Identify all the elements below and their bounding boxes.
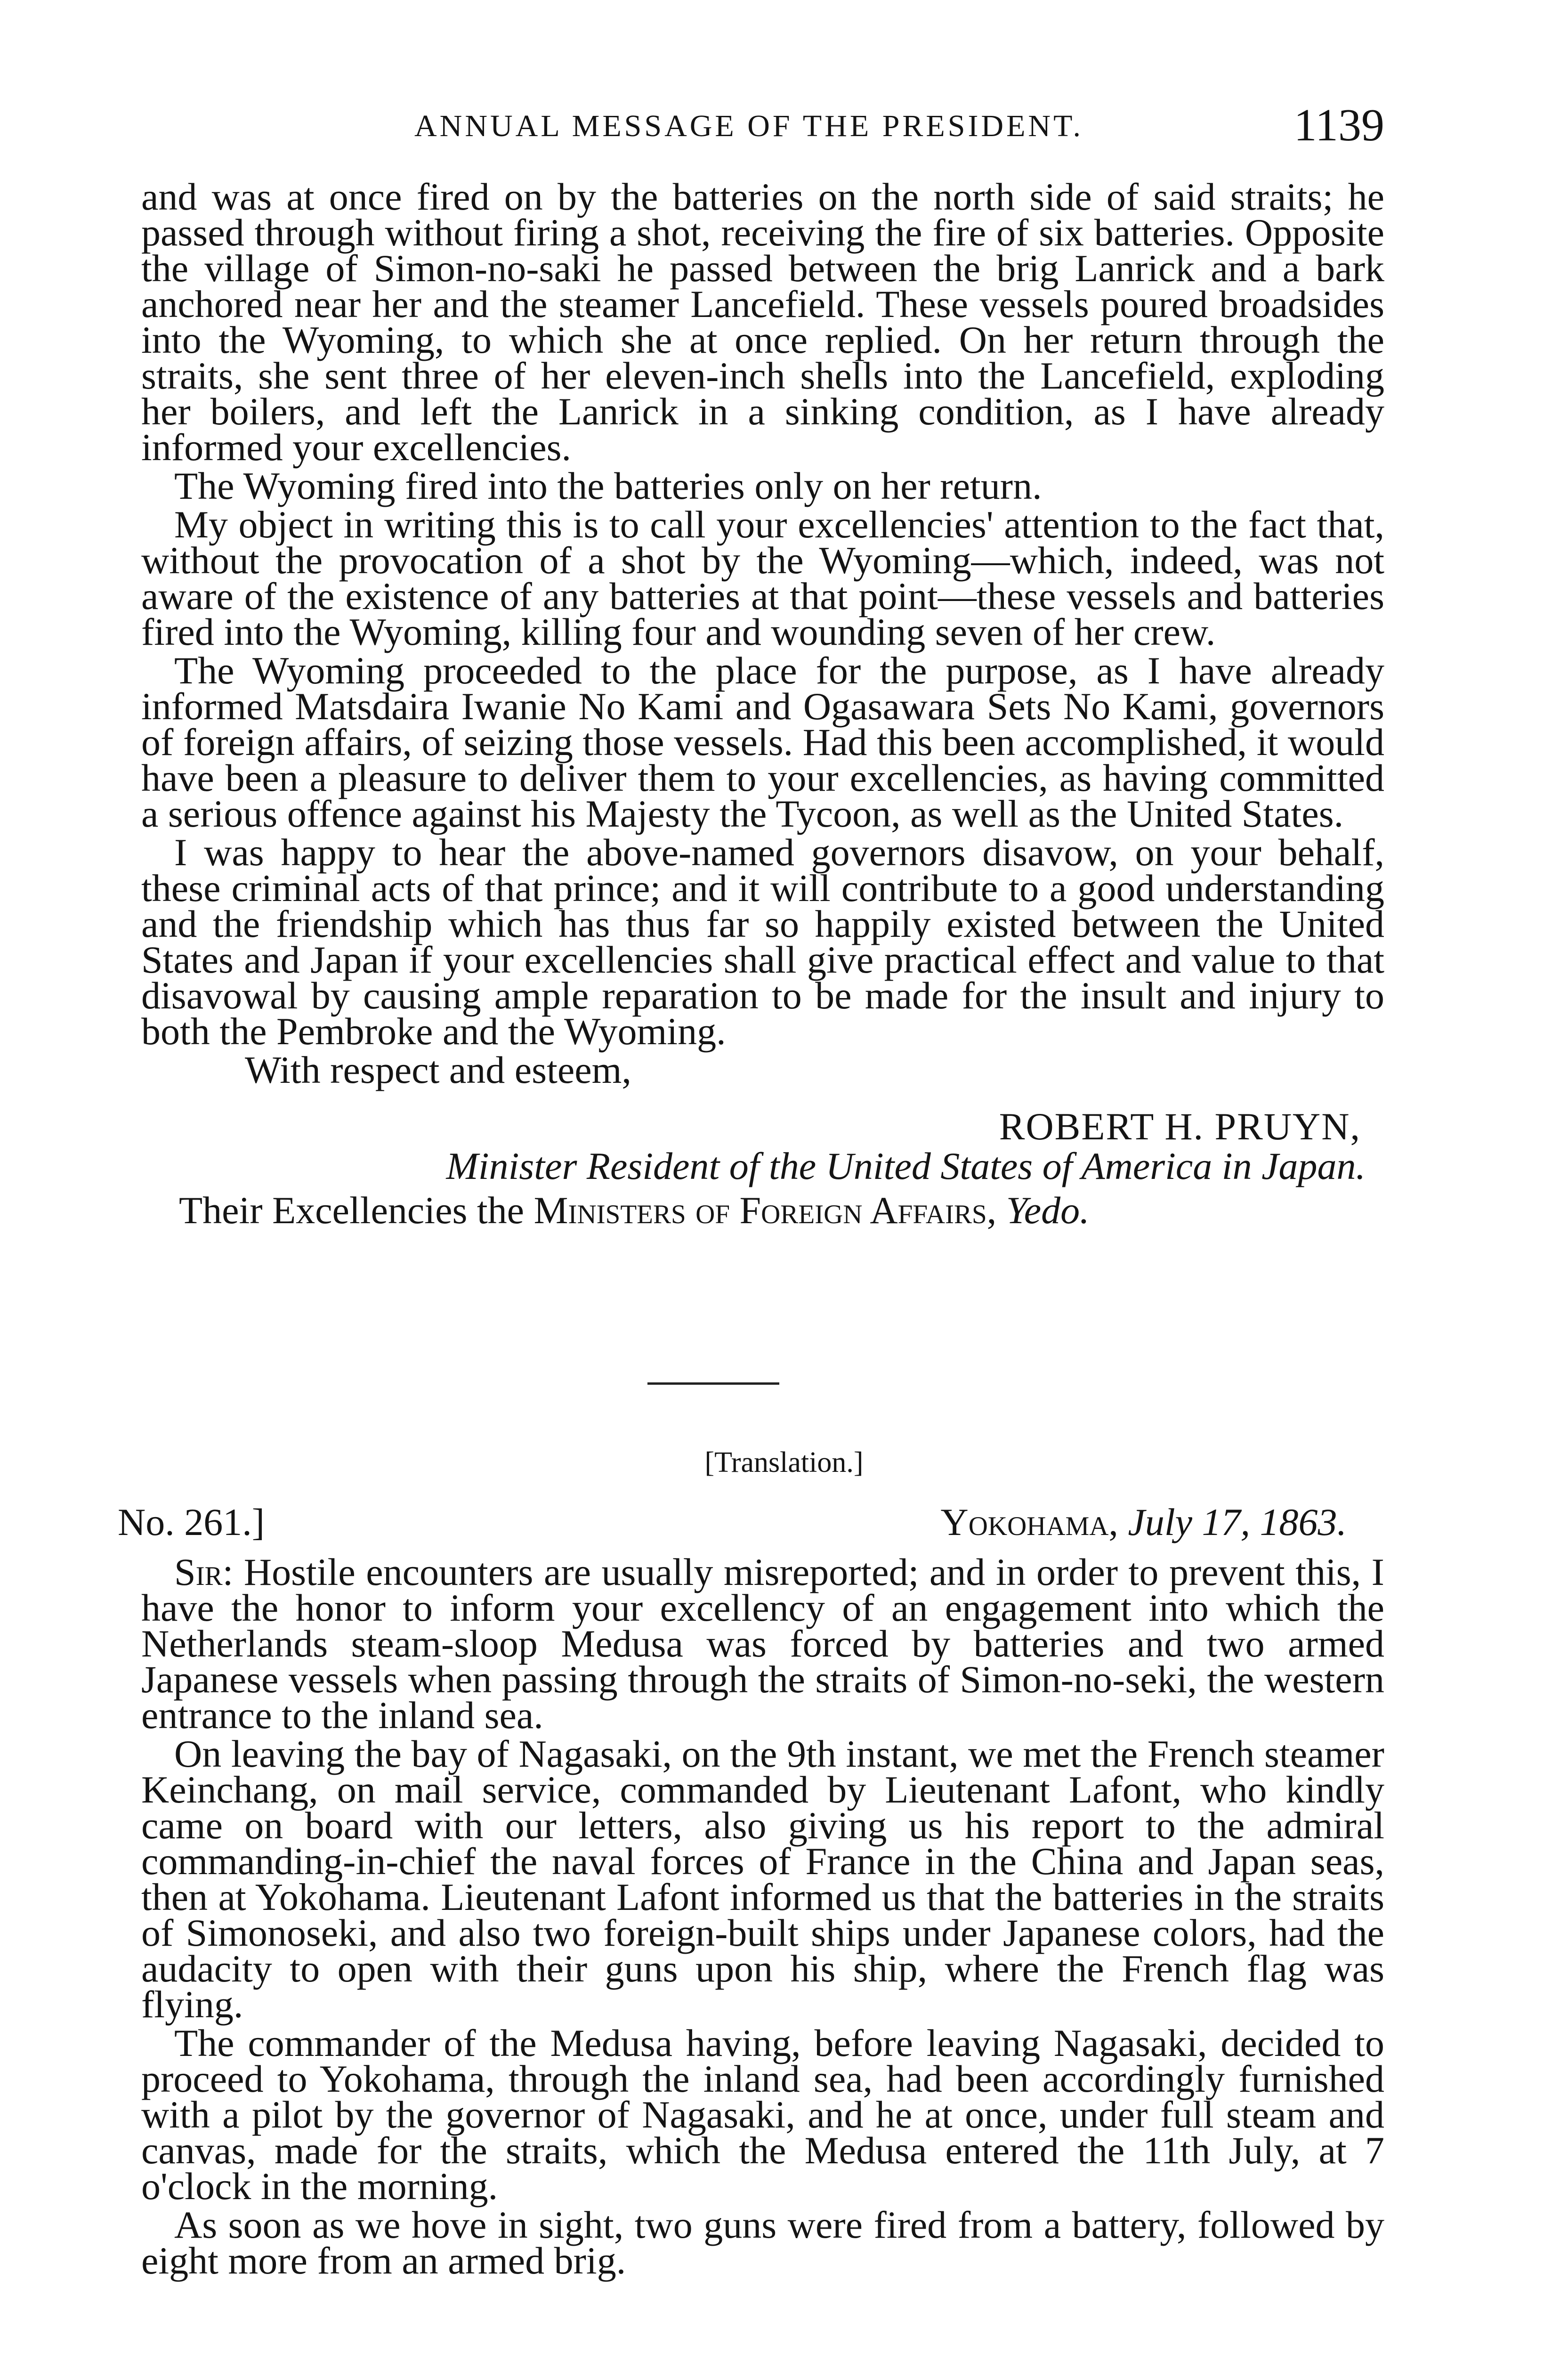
letter-meta [118, 1500, 1347, 1552]
paragraph: I was happy to hear the above-named governors disavow, on your behalf, these criminal acts of that prince; and it will contribute to a good understanding and the friendship which has thus far so happily existed between the United States and Japan if your excellencies shall give practical effect and value to that disavowal by causing ample reparation to be made for the insult and injury to both the Pembroke and the Wyoming. [141, 831, 1384, 1053]
paragraph: The Wyoming fired into the batteries only on her return. [174, 464, 1042, 507]
dateline-date: July 17, 1863. [1128, 1501, 1347, 1543]
letter-number: No. 261.] [118, 1501, 265, 1543]
closing-line: With respect and esteem, [245, 1048, 631, 1091]
section-divider [647, 1382, 779, 1385]
letter-pruyn [141, 175, 1384, 1232]
paragraph: My object in writing this is to call your excellencies' attention to the fact that, without the provocation of a shot by the Wyoming—which, indeed, was not aware of the existence of any batteries at that point—these vessels and batteries fired into the Wyoming, killing four and wounding seven of her crew. [141, 503, 1384, 653]
paragraph: The Wyoming proceeded to the place for the purpose, as I have already informed Matsdaira Iwanie No Kami and Ogasawara Sets No Kami, governors of foreign affairs, of seizing those vessels. Had this been accomplished, it would have been a pleasure to deliver them to your excellencies, as having committed a serious offence against his Majesty the Tycoon, as well as the United States. [141, 649, 1384, 835]
signature: ROBERT H. PRUYN, [999, 1105, 1361, 1148]
page-header [141, 99, 1384, 170]
address-name: Ministers of Foreign Affairs [533, 1189, 987, 1232]
paragraph: and was at once fired on by the batteries on the north side of said straits; he passed through without firing a shot, receiving the fire of six batteries. Opposite the village of Simon-no-saki he passed between the brig Lanrick and a bark anchored near her and the steamer Lancefield. These vessels poured broadsides into the Wyoming, to which she at once replied. On her return through the straits, she sent three of her eleven-inch shells into the Lancefield, exploding her boilers, and left the Lanrick in a sinking condition, as I have already informed your excellencies. [141, 175, 1384, 469]
page-number: 1139 [1293, 100, 1384, 151]
dateline [941, 1500, 1347, 1544]
signature-title: Minister Resident of the United States of America in Japan. [446, 1145, 1366, 1187]
paragraph-text: : Hostile encounters are usually misreported; and in order to prevent this, I have the honor to inform your excellency of an engagement into which the Netherlands steam-sloop Medusa was forced by batteries and two armed Japanese vessels when passing through the straits of Simon-no-seki, the western entrance to the inland sea. [141, 1551, 1384, 1737]
paragraph: The commander of the Medusa having, before leaving Nagasaki, decided to proceed to Yokohama, through the inland sea, had been accordingly furnished with a pilot by the governor of Nagasaki, and he at once, under full steam and canvas, made for the straits, which the Medusa entered the 11th July, at 7 o'clock in the morning. [141, 2022, 1384, 2208]
running-title: ANNUAL MESSAGE OF THE PRESIDENT. [414, 109, 1083, 143]
dateline-place: Yokohama [940, 1501, 1109, 1543]
addressee [179, 1191, 1384, 1230]
salutation: Sir [174, 1551, 223, 1593]
address-prefix: Their Excellencies the [179, 1189, 534, 1232]
translation-label: [Translation.] [704, 1446, 864, 1478]
dateline-separator: , [1108, 1501, 1128, 1543]
letter-medusa [141, 1551, 1384, 2282]
address-place: Yedo. [1006, 1189, 1090, 1232]
paragraph: As soon as we hove in sight, two guns were fired from a battery, followed by eight more from an armed brig. [141, 2203, 1384, 2282]
paragraph: On leaving the bay of Nagasaki, on the 9th instant, we met the French steamer Keinchang, on mail service, commanded by Lieutenant Lafont, who kindly came on board with our letters, also giving us his report to the admiral commanding-in-chief the naval forces of France in the China and Japan seas, then at Yokohama. Lieutenant Lafont informed us that the batteries in the straits of Simonoseki, and also two foreign-built ships under Japanese colors, had the audacity to open with their guns upon his ship, where the French flag was flying. [141, 1732, 1384, 2026]
address-separator: , [986, 1189, 1006, 1232]
paragraph [141, 1551, 1384, 1737]
